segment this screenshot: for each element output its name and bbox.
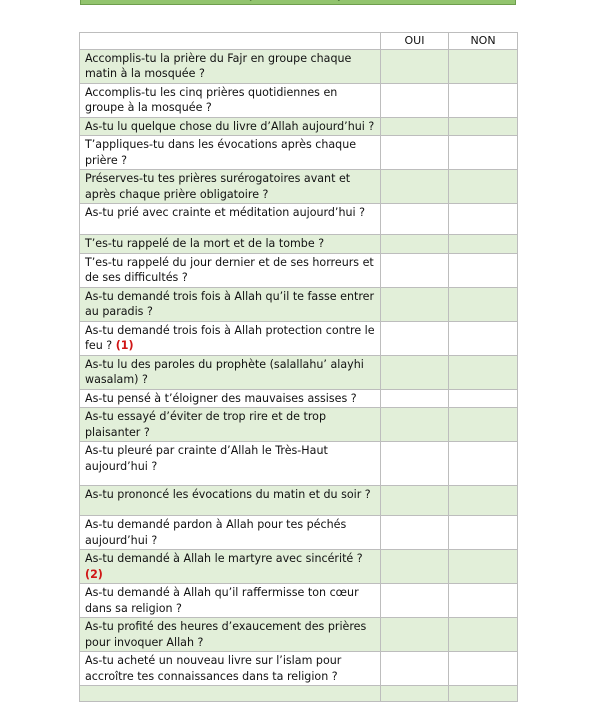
question-cell (80, 321, 381, 355)
non-checkbox-cell[interactable] (449, 321, 518, 355)
oui-checkbox-cell[interactable] (381, 550, 449, 584)
oui-checkbox-cell[interactable] (381, 49, 449, 83)
question-cell (80, 49, 381, 83)
table-row (80, 686, 518, 702)
question-cell (80, 136, 381, 170)
header-banner (80, 0, 516, 5)
question-text: As-tu demandé à Allah le martyre avec sincérité ? (85, 552, 363, 565)
question-text: As-tu prononcé les évocations du matin et du soir ? (85, 488, 371, 501)
non-checkbox-cell[interactable] (449, 408, 518, 442)
non-checkbox-cell[interactable] (449, 486, 518, 516)
table-row (80, 170, 518, 204)
table-row (80, 287, 518, 321)
table-row (80, 117, 518, 136)
non-checkbox-cell[interactable] (449, 652, 518, 686)
question-cell (80, 253, 381, 287)
header-non: NON (449, 33, 518, 50)
question-cell (80, 550, 381, 584)
non-checkbox-cell[interactable] (449, 117, 518, 136)
non-checkbox-cell[interactable] (449, 389, 518, 408)
oui-checkbox-cell[interactable] (381, 686, 449, 702)
oui-checkbox-cell[interactable] (381, 652, 449, 686)
question-cell (80, 83, 381, 117)
question-cell (80, 355, 381, 389)
table-row (80, 486, 518, 516)
oui-checkbox-cell[interactable] (381, 442, 449, 486)
non-checkbox-cell[interactable] (449, 83, 518, 117)
question-cell (80, 652, 381, 686)
question-cell (80, 442, 381, 486)
non-checkbox-cell[interactable] (449, 584, 518, 618)
table-row (80, 49, 518, 83)
non-checkbox-cell[interactable] (449, 204, 518, 235)
table-row (80, 136, 518, 170)
question-text: Accomplis-tu les cinq prières quotidiennes en groupe à la mosquée ? (85, 85, 338, 114)
question-cell (80, 117, 381, 136)
question-text: As-tu lu quelque chose du livre d’Allah aujourd’hui ? (85, 119, 375, 133)
question-cell (80, 516, 381, 550)
question-text: T’appliques-tu dans les évocations après chaque prière ? (85, 138, 357, 167)
question-text: As-tu demandé trois fois à Allah protection contre le feu ? (85, 323, 375, 352)
question-text: As-tu prié avec crainte et méditation aujourd’hui ? (85, 206, 366, 219)
question-cell (80, 287, 381, 321)
question-cell (80, 584, 381, 618)
oui-checkbox-cell[interactable] (381, 584, 449, 618)
non-checkbox-cell[interactable] (449, 516, 518, 550)
oui-checkbox-cell[interactable] (381, 83, 449, 117)
non-checkbox-cell[interactable] (449, 442, 518, 486)
oui-checkbox-cell[interactable] (381, 486, 449, 516)
question-text: As-tu profité des heures d’exaucement des prières pour invoquer Allah ? (85, 620, 367, 649)
oui-checkbox-cell[interactable] (381, 170, 449, 204)
oui-checkbox-cell[interactable] (381, 117, 449, 136)
question-text: As-tu demandé pardon à Allah pour tes péchés aujourd’hui ? (85, 518, 347, 547)
oui-checkbox-cell[interactable] (381, 618, 449, 652)
question-cell (80, 686, 381, 702)
oui-checkbox-cell[interactable] (381, 235, 449, 254)
question-cell (80, 204, 381, 235)
oui-checkbox-cell[interactable] (381, 321, 449, 355)
oui-checkbox-cell[interactable] (381, 355, 449, 389)
table-row (80, 83, 518, 117)
table-row (80, 321, 518, 355)
question-cell (80, 170, 381, 204)
question-text: As-tu demandé trois fois à Allah qu’il te fasse entrer au paradis ? (85, 289, 375, 318)
table-row (80, 652, 518, 686)
non-checkbox-cell[interactable] (449, 49, 518, 83)
non-checkbox-cell[interactable] (449, 618, 518, 652)
table-row (80, 516, 518, 550)
non-checkbox-cell[interactable] (449, 287, 518, 321)
non-checkbox-cell[interactable] (449, 686, 518, 702)
question-text: As-tu pleuré par crainte d’Allah le Très-Haut aujourd’hui ? (85, 444, 328, 473)
table-row (80, 355, 518, 389)
question-cell (80, 486, 381, 516)
oui-checkbox-cell[interactable] (381, 516, 449, 550)
question-text: As-tu pensé à t’éloigner des mauvaises assises ? (85, 391, 357, 405)
question-text: T’es-tu rappelé du jour dernier et de ses horreurs et de ses difficultés ? (85, 255, 374, 284)
question-text: As-tu essayé d’éviter de trop rire et de trop plaisanter ? (85, 410, 327, 439)
question-cell (80, 408, 381, 442)
table-row (80, 408, 518, 442)
table-row (80, 618, 518, 652)
table-row (80, 389, 518, 408)
header-row (80, 33, 518, 50)
table-row (80, 204, 518, 235)
non-checkbox-cell[interactable] (449, 253, 518, 287)
question-text: As-tu demandé à Allah qu’il raffermisse ton cœur dans sa religion ? (85, 586, 359, 615)
table-row (80, 584, 518, 618)
non-checkbox-cell[interactable] (449, 235, 518, 254)
non-checkbox-cell[interactable] (449, 355, 518, 389)
header-oui: OUI (381, 33, 449, 50)
question-cell (80, 235, 381, 254)
oui-checkbox-cell[interactable] (381, 136, 449, 170)
table-row (80, 442, 518, 486)
question-text: As-tu lu des paroles du prophète (salallahu’ alayhi wasalam) ? (85, 357, 364, 386)
oui-checkbox-cell[interactable] (381, 253, 449, 287)
question-cell (80, 389, 381, 408)
non-checkbox-cell[interactable] (449, 170, 518, 204)
question-text: Accomplis-tu la prière du Fajr en groupe chaque matin à la mosquée ? (85, 51, 352, 80)
non-checkbox-cell[interactable] (449, 136, 518, 170)
non-checkbox-cell[interactable] (449, 550, 518, 584)
table-row (80, 550, 518, 584)
table-row (80, 253, 518, 287)
footnote-marker: (2) (85, 567, 103, 581)
table-row (80, 235, 518, 254)
checklist-table (79, 32, 518, 702)
question-text: As-tu acheté un nouveau livre sur l’islam pour accroître tes connaissances dans ta religion ? (85, 654, 342, 683)
oui-checkbox-cell[interactable] (381, 408, 449, 442)
question-text: T’es-tu rappelé de la mort et de la tombe ? (85, 237, 325, 250)
banner-title (81, 0, 515, 1)
header-question (80, 33, 381, 50)
oui-checkbox-cell[interactable] (381, 204, 449, 235)
question-text: Préserves-tu tes prières surérogatoires avant et après chaque prière obligatoire ? (85, 172, 351, 201)
question-cell (80, 618, 381, 652)
footnote-marker: (1) (115, 339, 134, 352)
oui-checkbox-cell[interactable] (381, 287, 449, 321)
oui-checkbox-cell[interactable] (381, 389, 449, 408)
